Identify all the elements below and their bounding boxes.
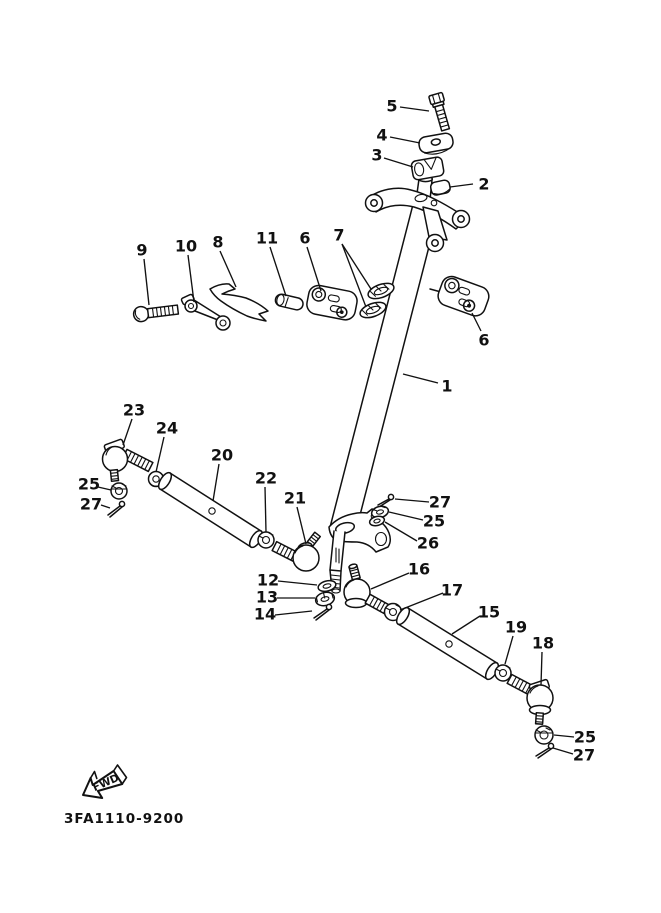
castle-nut-25-right bbox=[535, 726, 553, 744]
castle-nut-25-left bbox=[111, 483, 127, 499]
leader-line bbox=[384, 158, 413, 167]
part-callout-15: 15 bbox=[477, 602, 501, 622]
part-callout-5: 5 bbox=[386, 96, 398, 116]
nut-19 bbox=[495, 665, 511, 681]
leader-line bbox=[553, 748, 573, 754]
part-callout-2: 2 bbox=[478, 174, 490, 194]
part-callout-3: 3 bbox=[371, 145, 383, 165]
part-callout-13: 13 bbox=[255, 587, 279, 607]
handlebar-holder-lower-3 bbox=[411, 156, 445, 180]
part-callout-25: 25 bbox=[77, 474, 101, 494]
fwd-label: FWD bbox=[91, 771, 121, 795]
leader-line bbox=[371, 573, 409, 589]
part-callout-19: 19 bbox=[504, 617, 528, 637]
leader-line bbox=[144, 259, 149, 305]
callout-layer bbox=[78, 97, 596, 765]
part-callout-9: 9 bbox=[136, 240, 148, 260]
part-callout-22: 22 bbox=[254, 468, 278, 488]
part-callout-25: 25 bbox=[573, 727, 597, 747]
tie-rod-end-23 bbox=[103, 439, 153, 481]
leader-line bbox=[265, 487, 266, 532]
leader-line bbox=[307, 247, 321, 291]
leader-line bbox=[452, 616, 480, 634]
part-callout-6: 6 bbox=[478, 330, 490, 350]
cotter-pin-14 bbox=[314, 604, 332, 620]
leader-line bbox=[400, 107, 429, 111]
leader-line bbox=[400, 593, 443, 610]
cotter-pin-27-right bbox=[536, 743, 554, 758]
diagram-code: 3FA1110-9200 bbox=[64, 811, 185, 827]
tie-rod-end-21 bbox=[272, 532, 320, 571]
part-callout-6: 6 bbox=[299, 228, 311, 248]
part-callout-17: 17 bbox=[440, 580, 464, 600]
leader-line bbox=[123, 419, 132, 445]
part-callout-27: 27 bbox=[572, 745, 596, 765]
leader-line bbox=[390, 137, 420, 143]
leader-line bbox=[554, 735, 574, 737]
leader-line bbox=[395, 499, 429, 502]
leader-line bbox=[213, 464, 219, 501]
part-callout-10: 10 bbox=[174, 236, 198, 256]
part-callout-21: 21 bbox=[283, 488, 307, 508]
part-callout-26: 26 bbox=[416, 533, 440, 553]
leader-line bbox=[403, 374, 438, 383]
leader-line bbox=[450, 184, 473, 187]
clamp-bolt-5 bbox=[429, 92, 453, 131]
leader-line bbox=[278, 581, 317, 585]
part-callout-18: 18 bbox=[531, 633, 555, 653]
part-callout-25: 25 bbox=[422, 511, 446, 531]
handlebar-holder-upper-4 bbox=[418, 132, 455, 156]
leader-line bbox=[505, 636, 513, 664]
part-callout-24: 24 bbox=[155, 418, 179, 438]
leader-line bbox=[389, 512, 423, 520]
tie-rod-end-18 bbox=[507, 674, 553, 724]
steering-shaft bbox=[330, 176, 438, 536]
leader-line bbox=[156, 437, 164, 472]
holder-clamp-6-left bbox=[305, 284, 359, 322]
part-callout-7: 7 bbox=[333, 225, 345, 245]
holder-clamp-6-right bbox=[430, 274, 492, 319]
nut-22 bbox=[258, 532, 274, 548]
part-callout-16: 16 bbox=[407, 559, 431, 579]
part-callout-1: 1 bbox=[441, 376, 453, 396]
part-callout-27: 27 bbox=[428, 492, 452, 512]
leader-line bbox=[275, 611, 312, 615]
part-callout-20: 20 bbox=[210, 445, 234, 465]
cotter-pin-27-shaft bbox=[378, 494, 394, 507]
part-callout-14: 14 bbox=[253, 604, 277, 624]
leader-line bbox=[297, 507, 306, 544]
castle-nut-13 bbox=[314, 590, 336, 607]
part-callout-4: 4 bbox=[376, 125, 388, 145]
fwd-arrow bbox=[83, 765, 127, 798]
part-callout-12: 12 bbox=[256, 570, 280, 590]
leader-line bbox=[101, 505, 110, 508]
leader-line bbox=[220, 251, 236, 287]
part-callout-27: 27 bbox=[79, 494, 103, 514]
leader-line bbox=[270, 247, 286, 296]
cotter-pin-27-left bbox=[108, 501, 125, 517]
bolt-9 bbox=[133, 302, 179, 322]
part-callout-11: 11 bbox=[255, 228, 279, 248]
tie-rod-20 bbox=[156, 471, 265, 550]
part-callout-23: 23 bbox=[122, 400, 146, 420]
pin-11 bbox=[274, 293, 304, 311]
bushing-2 bbox=[430, 179, 451, 196]
part-callout-8: 8 bbox=[212, 232, 224, 252]
